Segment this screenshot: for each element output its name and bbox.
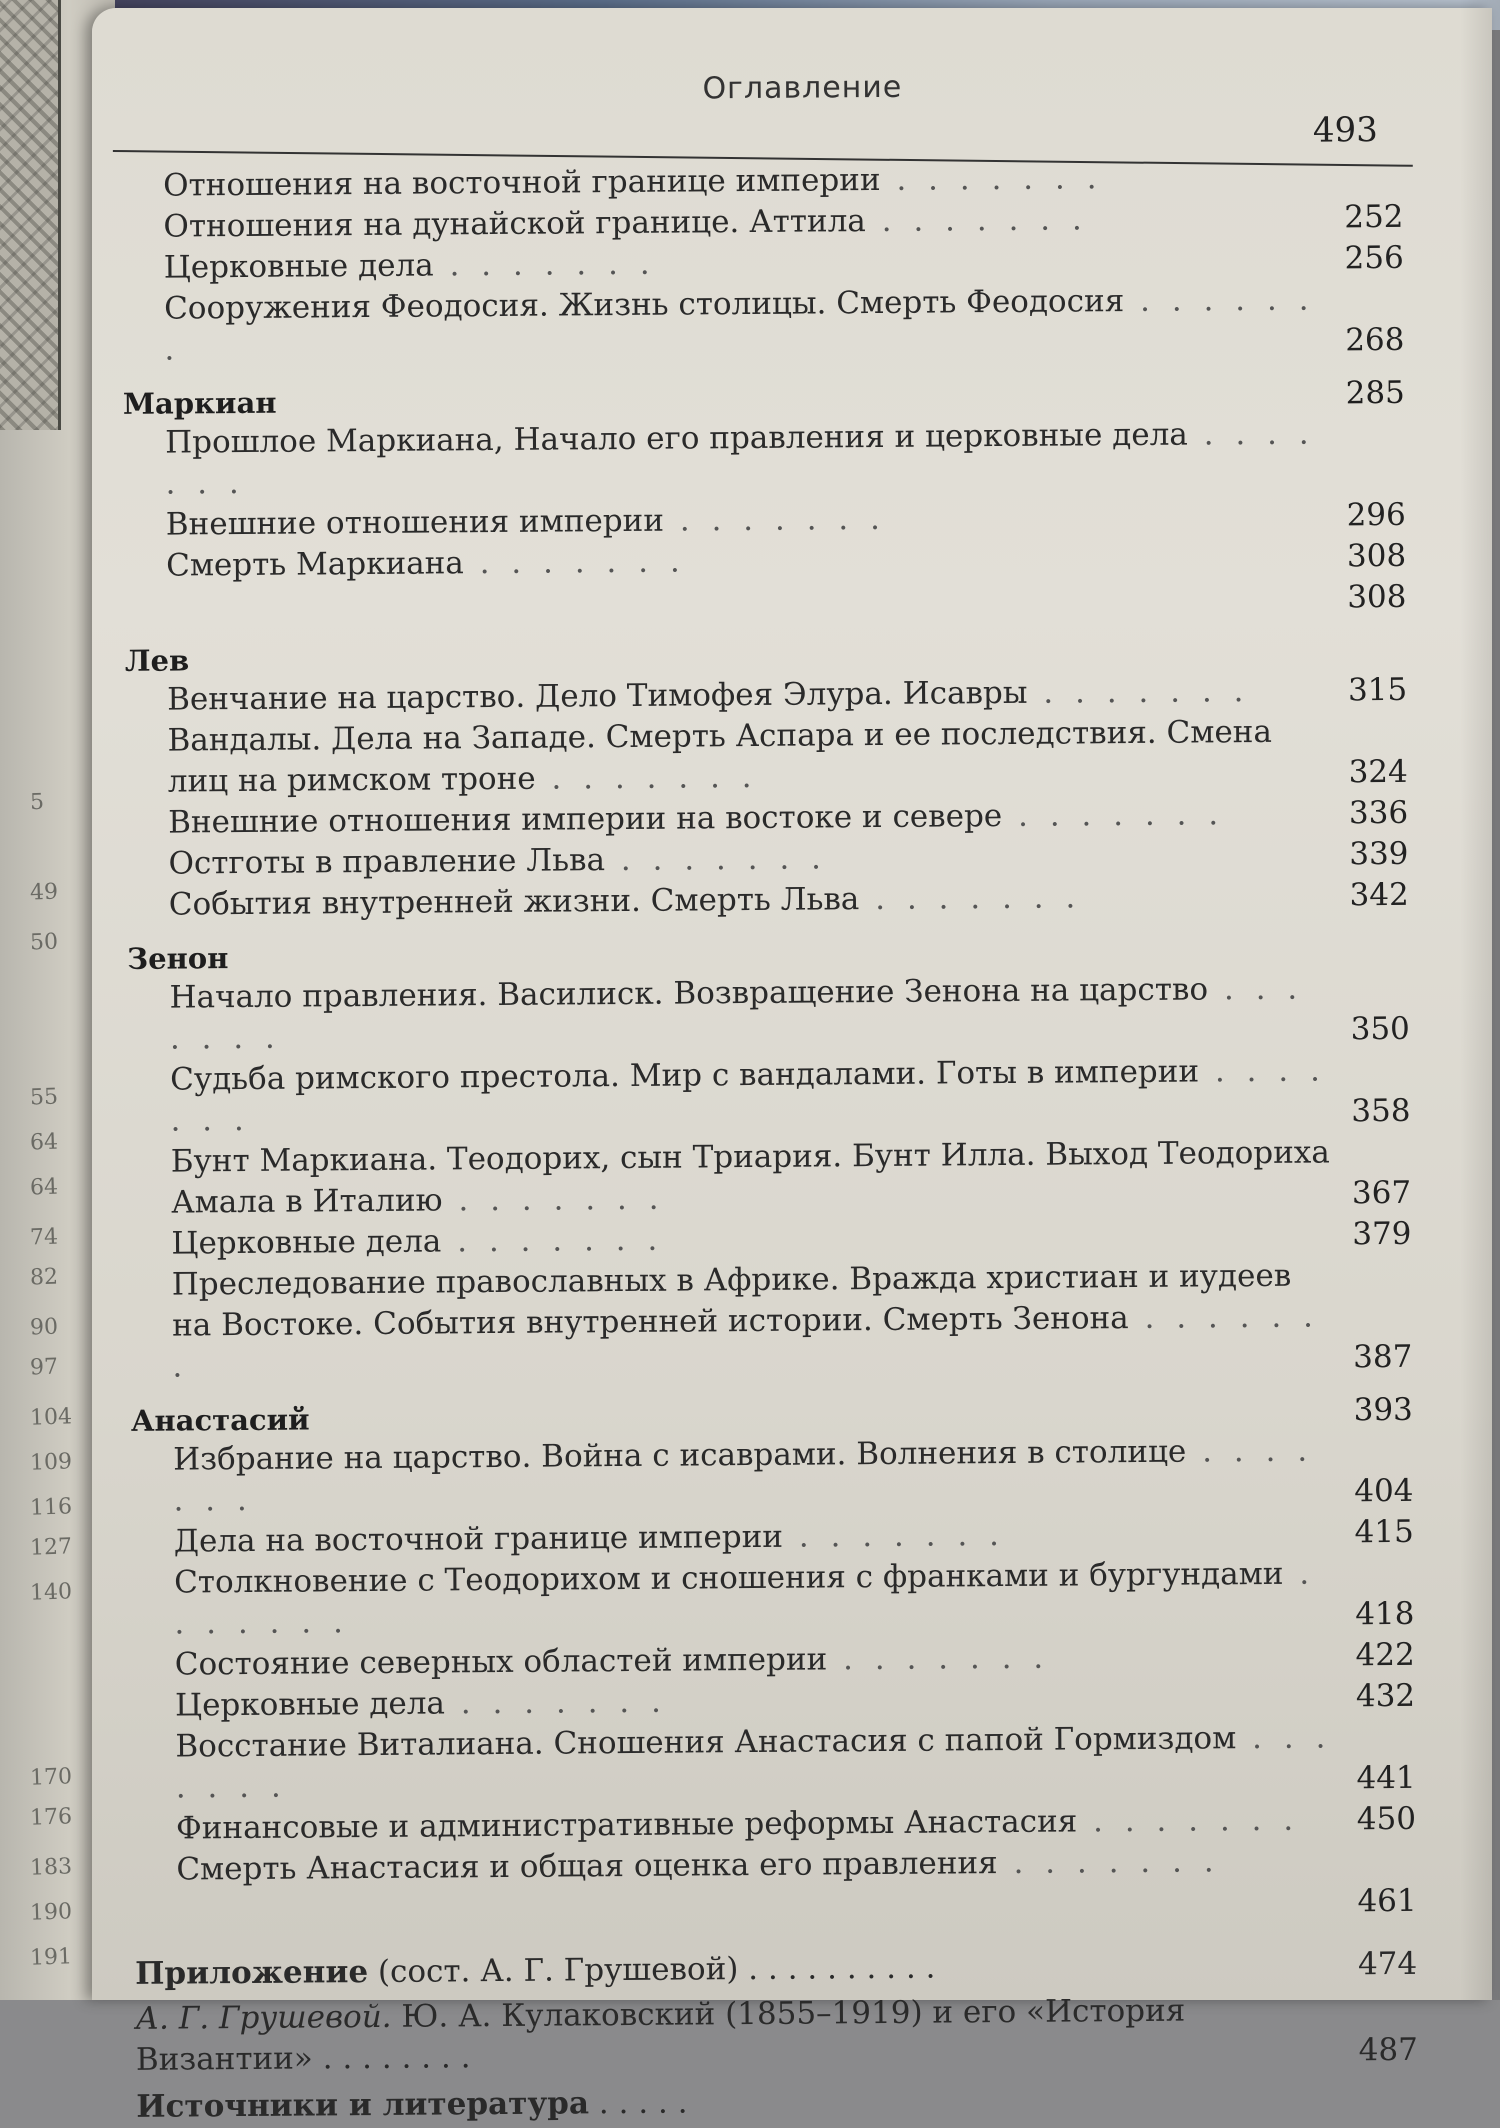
facing-page-number: 116 <box>29 1494 73 1521</box>
sources-entry[interactable] <box>128 2077 1418 2128</box>
toc-entry-page: 358 <box>1351 1092 1411 1130</box>
toc-entry-page: 404 <box>1354 1472 1414 1510</box>
appendix-entry[interactable] <box>127 1944 1417 1995</box>
toc-entry-title: Внешние отношения империи <box>165 502 665 543</box>
facing-page-number: 64 <box>29 1129 59 1156</box>
toc-entry-page: 336 <box>1348 794 1409 832</box>
toc-entry[interactable] <box>120 1050 1411 1142</box>
leader-dots: . . . . . . . <box>782 1517 1006 1555</box>
facing-page-number: 140 <box>29 1579 73 1606</box>
facing-page-number: 183 <box>29 1854 73 1881</box>
leader-dots: . . . . . . . . . . <box>738 1949 936 1988</box>
leader-dots: . . . . . . . <box>169 970 1304 1057</box>
toc-entry[interactable] <box>119 875 1409 926</box>
sources-label: Источники и литература <box>136 2085 590 2125</box>
toc-entry-title: Венчание на царство. Дело Тимофея Элура. Исавры <box>167 674 1028 718</box>
toc-entry[interactable] <box>119 968 1410 1060</box>
leader-dots: . . . . . . . <box>164 281 1315 368</box>
toc-entry-page: 252 <box>1344 198 1404 236</box>
toc-entry-title: Преследование православных в Африке. Вражда христиан и иудеев на Востоке. События внутренней истории. Смерть Зенона <box>171 1257 1292 1344</box>
toc-entry-page: 422 <box>1355 1636 1415 1674</box>
toc-entry-title: Смерть Анастасия и общая оценка его правления <box>176 1845 998 1888</box>
leader-dots: . . . . . . . <box>604 840 828 879</box>
toc-entry-title: Церковные дела <box>171 1223 442 1262</box>
section-title-page: 285 <box>1345 374 1405 412</box>
article-author: А. Г. Грушевой. <box>135 1998 392 2037</box>
toc-entry-page: 441 <box>1356 1759 1416 1797</box>
leader-dots: . . . . . . . <box>444 1683 668 1722</box>
toc-entry-page: 461 <box>1357 1882 1417 1920</box>
section-title-text: Зенон <box>127 941 229 976</box>
leader-dots: . . . . . . . <box>170 1052 1327 1139</box>
toc-entry[interactable] <box>123 1430 1414 1522</box>
leader-dots: . . . . . . . <box>463 543 686 582</box>
article-page: 487 <box>1358 2031 1418 2069</box>
toc-entry[interactable] <box>127 1881 1417 1932</box>
toc-entry-title: События внутренней жизни. Смерть Льва <box>168 881 860 923</box>
toc-entry-title: Отношения на дунайской границе. Аттила <box>163 203 866 245</box>
facing-page-number: 170 <box>29 1764 73 1791</box>
toc-entry-title: Вандалы. Дела на Западе. Смерть Аспара и ее последствия. Смена лиц на римском троне <box>167 713 1273 800</box>
leader-dots: . . . . . . . <box>165 415 1315 502</box>
facing-page-number: 82 <box>29 1264 59 1291</box>
section-title-text: Лев <box>124 643 190 678</box>
toc-entry-title: Остготы в правление Льва <box>168 842 606 882</box>
section-title-text: Анастасий <box>130 1402 310 1438</box>
leader-dots: . . . . . . . <box>172 1298 1320 1385</box>
facing-page-number: 97 <box>29 1354 59 1381</box>
toc-entry-title: Смерть Маркиана <box>166 545 464 584</box>
facing-page-number: 50 <box>29 929 59 956</box>
page-content <box>112 27 1500 2125</box>
running-title: Оглавление <box>702 69 903 107</box>
appendix-label: Приложение <box>135 1954 369 1992</box>
toc-entry-title: Восстание Виталиана. Сношения Анастасия с папой Гормиздом <box>175 1720 1237 1765</box>
toc-entry-title: Прошлое Маркиана, Начало его правления и церковные дела <box>165 416 1188 461</box>
facing-page-number: 49 <box>29 879 59 906</box>
toc-entry-page: 379 <box>1352 1215 1412 1253</box>
leader-dots: . . . . . . . <box>1027 673 1250 711</box>
leader-dots: . . . . . . . <box>175 1719 1332 1806</box>
toc-entry-page: 308 <box>1346 537 1407 575</box>
decorative-border-ornament <box>0 0 61 430</box>
facing-page-number: 190 <box>29 1899 73 1926</box>
toc-entry-title: Финансовые и административные реформы Анастасия <box>175 1803 1078 1847</box>
facing-page-number: 90 <box>29 1314 59 1341</box>
leader-dots: . . . . . . . <box>997 1843 1220 1882</box>
toc-entry[interactable] <box>121 1132 1412 1224</box>
toc-entry-page: 418 <box>1355 1595 1415 1633</box>
toc-entry-page: 415 <box>1354 1513 1414 1551</box>
section-title-text: Маркиан <box>122 385 277 421</box>
toc-entry-title: Дела на восточной границе империи <box>173 1518 784 1560</box>
facing-page-number: 64 <box>29 1174 59 1201</box>
toc-entry-page: 315 <box>1347 671 1408 709</box>
leader-dots: . . . . . . . <box>174 1555 1316 1642</box>
facing-page-number: 176 <box>29 1804 73 1831</box>
facing-page-number: 191 <box>29 1944 73 1971</box>
article-title: Ю. А. Кулаковский (1855–1919) и его «История Византии» <box>135 1992 1186 2078</box>
toc-entry[interactable] <box>114 279 1405 371</box>
toc-entry-page: 324 <box>1348 753 1408 791</box>
toc-entry-page: 367 <box>1351 1174 1412 1212</box>
toc-entry-title: Бунт Маркиана. Теодорих, сын Триария. Бунт Илла. Выход Теодориха Амала в Италию <box>170 1134 1330 1221</box>
toc-entry-page: 339 <box>1349 835 1409 873</box>
toc-entry-page: 296 <box>1346 496 1406 534</box>
toc-entry[interactable] <box>115 413 1406 505</box>
leader-dots: . . . . . . . <box>827 1639 1050 1678</box>
toc-entry-title: Состояние северных областей империи <box>174 1641 828 1683</box>
toc-entry-page: 308 <box>1347 578 1407 616</box>
leader-dots: . . . . . . . <box>441 1221 664 1260</box>
facing-page-number: 55 <box>29 1084 59 1111</box>
section-title-page: 393 <box>1353 1391 1413 1429</box>
appendix-note: (сост. А. Г. Грушевой) <box>377 1951 739 1990</box>
toc-entry-page: 342 <box>1349 876 1409 914</box>
toc-entry-page: 432 <box>1355 1677 1416 1715</box>
page-shadow <box>1460 0 1500 2000</box>
leader-dots: . . . . . . . <box>433 245 656 284</box>
leader-dots: . . . . . . . <box>1077 1801 1300 1840</box>
facing-page-number: 104 <box>29 1404 73 1431</box>
toc-entry-page: 387 <box>1353 1338 1413 1376</box>
toc-entry-title: Избрание на царство. Война с исаврами. Волнения в столице <box>173 1433 1187 1478</box>
toc-entry-title: Церковные дела <box>163 247 434 286</box>
leader-dots: . . . . . . . <box>865 201 1088 240</box>
facing-page-number: 5 <box>29 789 45 816</box>
table-of-contents <box>113 156 1418 2128</box>
leader-dots: . . . . . . . <box>173 1432 1314 1519</box>
toc-entry[interactable] <box>116 577 1406 628</box>
leader-dots: . . . . . . . <box>535 758 758 797</box>
leader-dots: . . . . . . . <box>859 879 1082 918</box>
book-page <box>92 8 1492 2125</box>
toc-entry-page: 268 <box>1345 321 1405 359</box>
toc-entry-title: Начало правления. Василиск. Возвращение Зенона на царство <box>169 971 1209 1016</box>
appendix-page: 474 <box>1357 1945 1418 1983</box>
toc-entry-page: 450 <box>1356 1800 1417 1838</box>
toc-entry[interactable] <box>125 1717 1416 1809</box>
leader-dots: . . . . . . . <box>663 500 887 539</box>
facing-page-number: 74 <box>29 1224 59 1251</box>
leader-dots: . . . . . . . <box>442 1180 665 1219</box>
leader-dots: . . . . . . . <box>1002 796 1225 835</box>
toc-entry-title: Столкновение с Теодорихом и сношения с франками и бургундами <box>173 1555 1284 1601</box>
toc-entry-title: Внешние отношения империи на востоке и севере <box>168 798 1003 841</box>
leader-dots: . . . . . <box>588 2084 688 2122</box>
page-number: 493 <box>1312 110 1378 151</box>
appendix-article-entry[interactable] <box>127 1989 1418 2081</box>
toc-entry-page: 350 <box>1350 1010 1410 1048</box>
leader-dots: . . . . . . . . <box>312 2039 471 2077</box>
toc-entry-title: Сооружения Феодосия. Жизнь столицы. Смерть Феодосия <box>163 283 1125 327</box>
toc-entry-page: 256 <box>1344 239 1404 277</box>
toc-entry-title: Церковные дела <box>174 1685 446 1724</box>
toc-entry-title: Судьба римского престола. Мир с вандалами. Готы в империи <box>170 1053 1200 1098</box>
leader-dots: . . . . . . . <box>880 160 1103 198</box>
toc-entry-title: Отношения на восточной границе империи <box>163 161 881 204</box>
toc-entry[interactable] <box>117 711 1408 803</box>
facing-page-number: 109 <box>29 1449 73 1476</box>
toc-entry[interactable] <box>122 1255 1413 1388</box>
toc-entry[interactable] <box>124 1553 1415 1645</box>
facing-page-number: 127 <box>29 1534 73 1561</box>
